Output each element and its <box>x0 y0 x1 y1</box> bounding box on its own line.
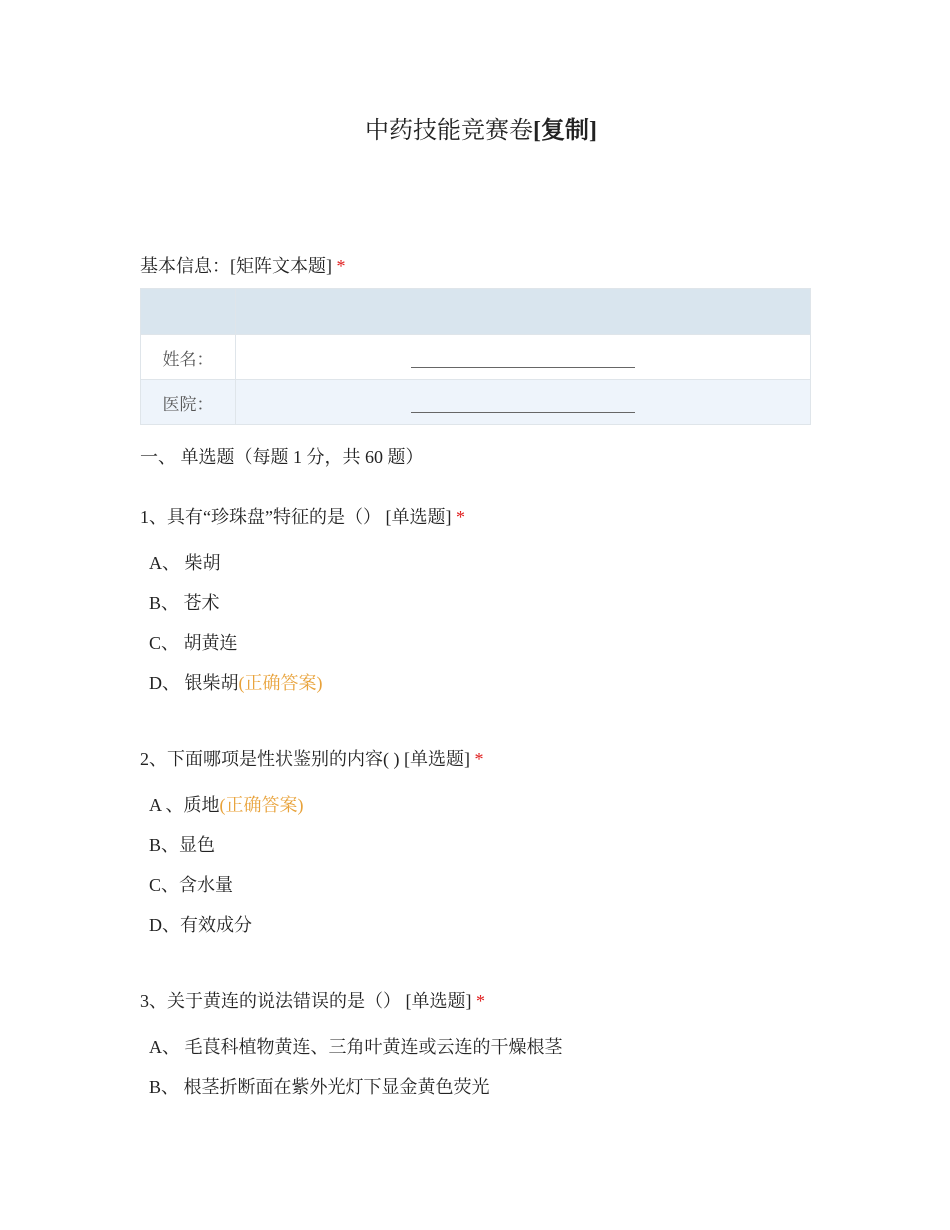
option-2b[interactable] <box>149 831 215 857</box>
matrix-header-cell <box>141 289 236 335</box>
hospital-label: 医院： <box>141 380 236 425</box>
question-3 <box>140 987 485 1013</box>
title-suffix: [复制] <box>533 118 597 144</box>
required-marker: * <box>476 991 485 1011</box>
basic-info-text: 基本信息：[矩阵文本题] <box>140 256 332 276</box>
option-text: C、含水量 <box>149 875 234 895</box>
option-2d[interactable] <box>149 911 252 937</box>
title-main: 中药技能竞赛卷 <box>365 118 533 144</box>
correct-answer-tag: (正确答案) <box>238 673 323 693</box>
option-text: B、 根茎折断面在紫外光灯下显金黄色荧光 <box>149 1077 490 1097</box>
hospital-field[interactable] <box>411 398 635 413</box>
option-3b[interactable] <box>149 1073 490 1099</box>
name-label: 姓名： <box>141 335 236 380</box>
option-2c[interactable] <box>149 871 233 897</box>
name-field-cell[interactable] <box>236 335 811 380</box>
option-text: C、 胡黄连 <box>149 633 238 653</box>
matrix-header-row <box>141 289 811 335</box>
question-2 <box>140 745 483 771</box>
option-text: B、 苍术 <box>149 593 220 613</box>
required-marker: * <box>336 256 346 276</box>
option-1d[interactable] <box>149 669 323 695</box>
page-title <box>0 110 950 145</box>
option-text: D、 银柴胡 <box>149 673 239 693</box>
hospital-field-cell[interactable] <box>236 380 811 425</box>
option-text: A、 柴胡 <box>149 553 221 573</box>
question-text: 2、下面哪项是性状鉴别的内容( ) [单选题] <box>140 749 470 769</box>
question-text: 3、关于黄连的说法错误的是（） [单选题] <box>140 991 472 1011</box>
question-text: 1、具有“珍珠盘”特征的是（） [单选题] <box>140 507 452 527</box>
option-text: B、显色 <box>149 835 216 855</box>
matrix-header-cell <box>236 289 811 335</box>
basic-info-matrix <box>140 288 811 425</box>
correct-answer-tag: (正确答案) <box>219 795 304 815</box>
required-marker: * <box>474 749 484 769</box>
option-2a[interactable] <box>149 791 304 817</box>
question-1 <box>140 503 465 529</box>
option-3a[interactable] <box>149 1033 563 1059</box>
matrix-row-hospital <box>141 380 811 425</box>
option-1a[interactable] <box>149 549 221 575</box>
name-field[interactable] <box>411 353 635 368</box>
option-1b[interactable] <box>149 589 220 615</box>
option-text: D、有效成分 <box>149 915 252 935</box>
basic-info-label <box>140 252 346 278</box>
option-text: A 、质地 <box>149 795 220 815</box>
option-text: A、 毛茛科植物黄连、三角叶黄连或云连的干燥根茎 <box>149 1037 563 1057</box>
section-heading: 一、 单选题（每题 1 分，共 60 题） <box>140 447 424 467</box>
option-1c[interactable] <box>149 629 238 655</box>
required-marker: * <box>455 507 465 527</box>
matrix-row-name <box>141 335 811 380</box>
